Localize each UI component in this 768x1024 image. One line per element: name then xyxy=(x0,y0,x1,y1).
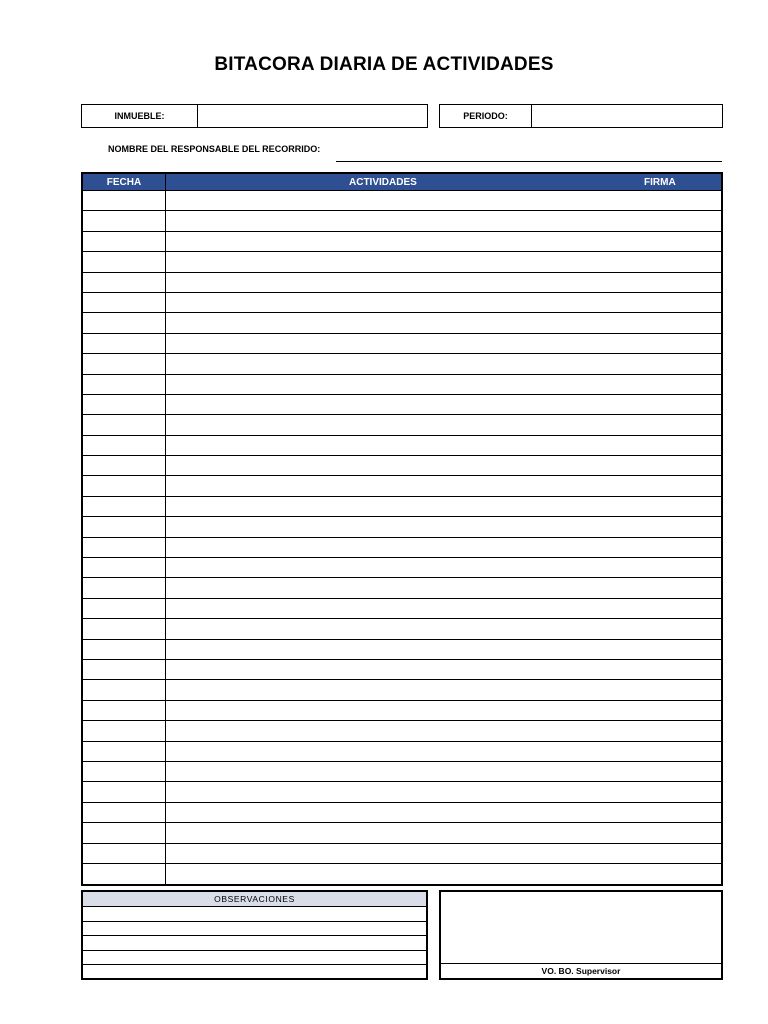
column-header-fecha: FECHA xyxy=(83,174,166,190)
table-row xyxy=(83,844,721,864)
fecha-cell[interactable] xyxy=(83,680,166,699)
fecha-cell[interactable] xyxy=(83,313,166,332)
actividades-cell[interactable] xyxy=(166,293,721,312)
actividades-cell[interactable] xyxy=(166,558,721,577)
inmueble-label: INMUEBLE: xyxy=(82,105,198,127)
fecha-cell[interactable] xyxy=(83,476,166,495)
observaciones-lines xyxy=(83,907,426,980)
fecha-cell[interactable] xyxy=(83,273,166,292)
actividades-cell[interactable] xyxy=(166,680,721,699)
table-row xyxy=(83,680,721,700)
actividades-cell[interactable] xyxy=(166,538,721,557)
table-row xyxy=(83,619,721,639)
fecha-cell[interactable] xyxy=(83,660,166,679)
actividades-cell[interactable] xyxy=(166,782,721,801)
actividades-cell[interactable] xyxy=(166,640,721,659)
observaciones-line[interactable] xyxy=(83,907,426,922)
fecha-cell[interactable] xyxy=(83,844,166,863)
table-row xyxy=(83,782,721,802)
table-row xyxy=(83,273,721,293)
fecha-cell[interactable] xyxy=(83,232,166,251)
fecha-cell[interactable] xyxy=(83,578,166,597)
inmueble-input[interactable] xyxy=(198,105,427,127)
fecha-cell[interactable] xyxy=(83,497,166,516)
table-row xyxy=(83,211,721,231)
actividades-cell[interactable] xyxy=(166,619,721,638)
actividades-cell[interactable] xyxy=(166,476,721,495)
table-row xyxy=(83,803,721,823)
table-row xyxy=(83,436,721,456)
table-row xyxy=(83,599,721,619)
table-row xyxy=(83,701,721,721)
actividades-cell[interactable] xyxy=(166,436,721,455)
actividades-cell[interactable] xyxy=(166,803,721,822)
table-row xyxy=(83,334,721,354)
observaciones-box xyxy=(81,890,428,980)
table-row xyxy=(83,538,721,558)
supervisor-box xyxy=(439,890,723,980)
actividades-cell[interactable] xyxy=(166,660,721,679)
table-row xyxy=(83,313,721,333)
actividades-cell[interactable] xyxy=(166,354,721,373)
table-row xyxy=(83,191,721,211)
fecha-cell[interactable] xyxy=(83,538,166,557)
actividades-cell[interactable] xyxy=(166,375,721,394)
actividades-cell[interactable] xyxy=(166,497,721,516)
fecha-cell[interactable] xyxy=(83,721,166,740)
table-row xyxy=(83,864,721,884)
fecha-cell[interactable] xyxy=(83,436,166,455)
page-title: BITACORA DIARIA DE ACTIVIDADES xyxy=(214,54,554,75)
table-row xyxy=(83,252,721,272)
fecha-cell[interactable] xyxy=(83,191,166,210)
table-row xyxy=(83,456,721,476)
column-header-actividades: ACTIVIDADES xyxy=(349,176,417,188)
table-row xyxy=(83,640,721,660)
table-row xyxy=(83,375,721,395)
actividades-cell[interactable] xyxy=(166,599,721,618)
responsable-label: NOMBRE DEL RESPONSABLE DEL RECORRIDO: xyxy=(108,144,321,154)
actividades-cell[interactable] xyxy=(166,823,721,842)
table-row xyxy=(83,762,721,782)
actividades-cell[interactable] xyxy=(166,273,721,292)
fecha-cell[interactable] xyxy=(83,640,166,659)
actividades-cell[interactable] xyxy=(166,232,721,251)
fecha-cell[interactable] xyxy=(83,864,166,884)
table-row xyxy=(83,558,721,578)
fecha-cell[interactable] xyxy=(83,395,166,414)
observaciones-line[interactable] xyxy=(83,951,426,966)
table-row xyxy=(83,293,721,313)
supervisor-label: VO. BO. Supervisor xyxy=(541,966,621,976)
actividades-cell[interactable] xyxy=(166,456,721,475)
table-row xyxy=(83,660,721,680)
actividades-cell[interactable] xyxy=(166,762,721,781)
supervisor-signature-area[interactable] xyxy=(441,892,721,964)
fecha-cell[interactable] xyxy=(83,517,166,536)
fecha-cell[interactable] xyxy=(83,375,166,394)
fecha-cell[interactable] xyxy=(83,252,166,271)
fecha-cell[interactable] xyxy=(83,782,166,801)
actividades-cell[interactable] xyxy=(166,313,721,332)
table-row xyxy=(83,476,721,496)
periodo-input[interactable] xyxy=(532,105,722,127)
table-body xyxy=(83,191,721,884)
actividades-cell[interactable] xyxy=(166,191,721,210)
observaciones-line[interactable] xyxy=(83,922,426,937)
inmueble-field xyxy=(81,104,428,128)
fecha-cell[interactable] xyxy=(83,354,166,373)
column-header-firma: FIRMA xyxy=(644,176,676,188)
fecha-cell[interactable] xyxy=(83,823,166,842)
actividades-cell[interactable] xyxy=(166,252,721,271)
periodo-label: PERIODO: xyxy=(440,105,532,127)
table-row xyxy=(83,517,721,537)
fecha-cell[interactable] xyxy=(83,762,166,781)
actividades-cell[interactable] xyxy=(166,742,721,761)
actividades-cell[interactable] xyxy=(166,721,721,740)
table-row xyxy=(83,415,721,435)
responsable-signature-line[interactable] xyxy=(336,161,722,162)
actividades-cell[interactable] xyxy=(166,517,721,536)
fecha-cell[interactable] xyxy=(83,619,166,638)
table-row xyxy=(83,742,721,762)
periodo-field xyxy=(439,104,723,128)
table-row xyxy=(83,721,721,741)
fecha-cell[interactable] xyxy=(83,415,166,434)
fecha-cell[interactable] xyxy=(83,599,166,618)
observaciones-line[interactable] xyxy=(83,936,426,951)
actividades-cell[interactable] xyxy=(166,864,721,884)
table-header xyxy=(83,174,721,191)
activity-log-table xyxy=(81,172,723,886)
fecha-cell[interactable] xyxy=(83,558,166,577)
actividades-cell[interactable] xyxy=(166,211,721,230)
fecha-cell[interactable] xyxy=(83,742,166,761)
fecha-cell[interactable] xyxy=(83,803,166,822)
fecha-cell[interactable] xyxy=(83,456,166,475)
observaciones-header: OBSERVACIONES xyxy=(83,892,426,907)
actividades-cell[interactable] xyxy=(166,844,721,863)
actividades-cell[interactable] xyxy=(166,334,721,353)
fecha-cell[interactable] xyxy=(83,293,166,312)
actividades-cell[interactable] xyxy=(166,395,721,414)
actividades-cell[interactable] xyxy=(166,415,721,434)
table-row xyxy=(83,354,721,374)
table-row xyxy=(83,578,721,598)
actividades-cell[interactable] xyxy=(166,578,721,597)
fecha-cell[interactable] xyxy=(83,701,166,720)
table-row xyxy=(83,232,721,252)
actividades-cell[interactable] xyxy=(166,701,721,720)
fecha-cell[interactable] xyxy=(83,334,166,353)
table-row xyxy=(83,823,721,843)
table-row xyxy=(83,497,721,517)
table-row xyxy=(83,395,721,415)
observaciones-line[interactable] xyxy=(83,965,426,980)
fecha-cell[interactable] xyxy=(83,211,166,230)
